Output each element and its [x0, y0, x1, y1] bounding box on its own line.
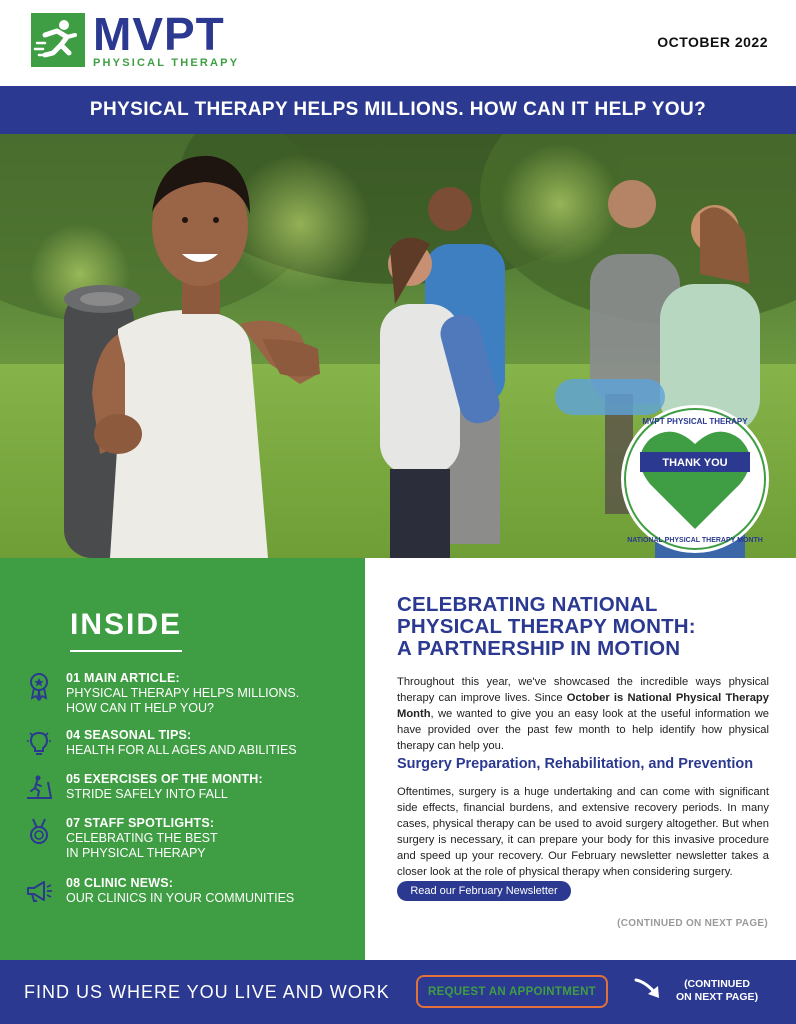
treadmill-icon — [24, 772, 54, 802]
lightbulb-icon — [24, 728, 54, 758]
toc-item-clinic-news[interactable] — [24, 876, 354, 906]
toc-item-staff-spotlights[interactable] — [24, 816, 354, 861]
logo-wordmark: MVPT — [93, 8, 225, 60]
toc-head: 04 SEASONAL TIPS: — [66, 728, 192, 742]
article-subhead: Surgery Preparation, Rehabilitation, and Prevention — [397, 756, 754, 772]
footer — [0, 960, 796, 1024]
article-title-line: PHYSICAL THERAPY MONTH: — [397, 615, 696, 638]
toc-sub: PHYSICAL THERAPY HELPS MILLIONS. — [66, 686, 300, 700]
toc-head: 05 EXERCISES OF THE MONTH: — [66, 772, 263, 786]
footer-continued-line: (CONTINUED — [684, 978, 750, 990]
badge-bottom-text: NATIONAL PHYSICAL THERAPY MONTH — [627, 537, 763, 544]
badge-ribbon-text: THANK YOU — [662, 457, 728, 469]
article-body: Oftentimes, surgery is a huge undertaking and can come with significant side effects, financial burdens, and extensive recovery periods. In many cases, physical therapy can be used to avoid surgery altogether. But when surgery is necessary, it can prepare your body for this invasive procedure and speed up your recovery. Our February newsletter newsletter takes a closer look at the role of physical therapy when considering surgery. — [397, 786, 769, 878]
footer-continued-line: ON NEXT PAGE) — [676, 991, 759, 1003]
continued-note: (CONTINUED ON NEXT PAGE) — [617, 918, 768, 929]
toc-sub: HEALTH FOR ALL AGES AND ABILITIES — [66, 743, 297, 757]
intro-text: Throughout this year, we've showcased the incredible ways physical therapy can improve lives. Since — [397, 676, 769, 704]
headline-banner — [0, 86, 796, 134]
toc-sub: CELEBRATING THE BEST — [66, 831, 218, 845]
hero-illustration — [0, 134, 796, 558]
toc-head: 01 MAIN ARTICLE: — [66, 671, 180, 685]
footer-continued-note — [676, 978, 758, 1004]
read-february-newsletter-button[interactable]: Read our February Newsletter — [397, 881, 571, 901]
curved-arrow-icon — [632, 976, 666, 1004]
thank-you-badge — [621, 405, 769, 553]
intro-bold-text: October is National Physical Therapy Month — [397, 692, 769, 720]
hero-photo — [0, 134, 796, 558]
footer-tagline: FIND US WHERE YOU LIVE AND WORK — [24, 982, 390, 1002]
toc-item-main-article[interactable] — [24, 671, 354, 716]
banner-headline: PHYSICAL THERAPY HELPS MILLIONS. HOW CAN IT HELP YOU? — [89, 99, 707, 120]
toc-sub: IN PHYSICAL THERAPY — [66, 846, 206, 860]
article-title-line: A PARTNERSHIP IN MOTION — [397, 637, 681, 660]
article-intro — [397, 674, 769, 754]
toc-item-seasonal-tips[interactable] — [24, 728, 354, 758]
request-appointment-button[interactable]: REQUEST AN APPOINTMENT — [416, 975, 608, 1008]
issue-date: OCTOBER 2022 — [657, 34, 768, 50]
medal-icon — [24, 816, 54, 846]
award-ribbon-icon — [24, 671, 54, 701]
toc-head: 07 STAFF SPOTLIGHTS: — [66, 816, 215, 830]
main-article — [365, 558, 796, 960]
badge-top-text: MVPT PHYSICAL THERAPY — [642, 417, 748, 426]
toc-sub: OUR CLINICS IN YOUR COMMUNITIES — [66, 891, 295, 905]
megaphone-icon — [24, 876, 54, 906]
inside-divider — [70, 650, 182, 652]
intro-text-end: , we wanted to give you an easy look at the useful information we have provided over the past few month to help identify how physical therapy can help you. — [397, 708, 769, 752]
runner-logo-icon — [31, 13, 85, 67]
toc-sub: STRIDE SAFELY INTO FALL — [66, 787, 228, 801]
toc-sub: HOW CAN IT HELP YOU? — [66, 701, 214, 715]
inside-panel — [0, 558, 365, 960]
toc-item-exercises[interactable] — [24, 772, 354, 802]
article-title-line: CELEBRATING NATIONAL — [397, 593, 658, 616]
inside-title: INSIDE — [70, 608, 183, 641]
mvpt-logo[interactable] — [31, 8, 240, 69]
logo-subtitle: PHYSICAL THERAPY — [93, 57, 240, 69]
toc-head: 08 CLINIC NEWS: — [66, 876, 174, 890]
header — [0, 0, 796, 86]
article-title — [397, 594, 777, 660]
